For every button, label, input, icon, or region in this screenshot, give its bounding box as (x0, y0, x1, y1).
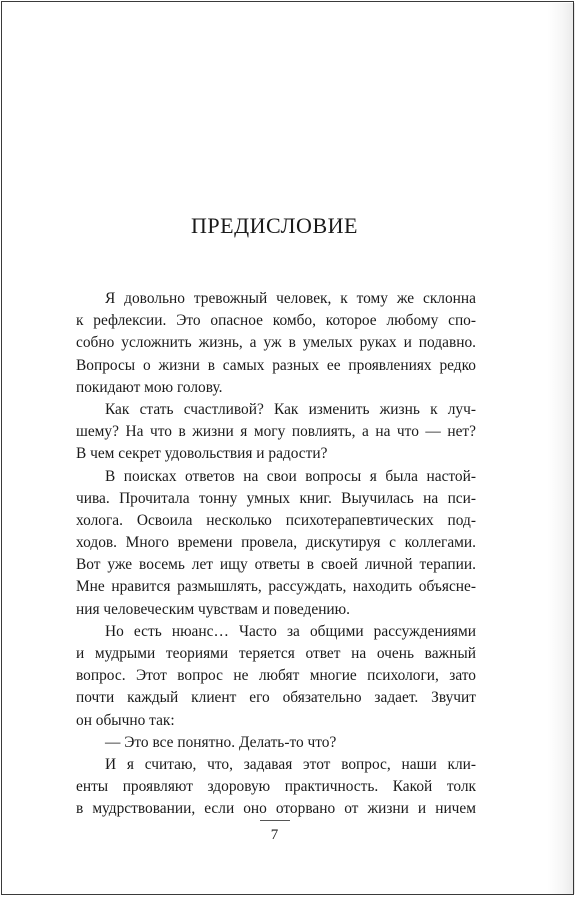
folio-rule (260, 820, 290, 821)
text-line: вопрос. Этот вопрос не любят многие психологи, зато (76, 667, 476, 685)
text-line: И я считаю, что, задавая этот вопрос, наши кли- (105, 755, 476, 773)
text-line: холога. Освоила несколько психотерапевтических под- (76, 511, 476, 529)
text-line: В поисках ответов на свои вопросы я была настой- (105, 467, 476, 485)
paragraph (76, 621, 476, 732)
text-line: Но есть нюанс… Часто за общими рассуждениями (105, 622, 476, 640)
text-line: — Это все понятно. Делать-то что? (105, 733, 337, 751)
paragraph (76, 732, 476, 754)
chapter-title: ПРЕДИСЛОВИЕ (191, 213, 358, 238)
paragraph (76, 288, 476, 399)
page-number: 7 (270, 827, 279, 843)
text-line: собно усложнить жизнь, а уж в умелых руках и подавно. (76, 334, 476, 352)
text-line: и мудрыми теориями теряется ответ на очень важный (76, 645, 476, 662)
body-text (76, 288, 476, 821)
text-line: В чем секрет удовольствия и радости? (76, 445, 328, 463)
text-line: к рефлексии. Это опасное комбо, которое любому спо- (76, 312, 476, 330)
text-line: почти каждый клиент его обязательно задает. Звучит (76, 689, 476, 707)
text-line: покидают мою голову. (76, 378, 223, 396)
text-line: он обычно так: (76, 711, 175, 729)
text-line: чива. Прочитала тонну умных книг. Выучилась на пси- (76, 489, 476, 507)
text-line: в мудрствовании, если оно оторвано от жизни и ничем (76, 800, 476, 818)
text-line: Я довольно тревожный человек, к тому же склонна (105, 290, 476, 307)
text-line: ходов. Много времени провела, дискутируя с коллегами. (76, 534, 476, 552)
text-line: шему? На что в жизни я могу повлиять, а на что — нет? (76, 423, 476, 441)
text-line: Вопросы о жизни в самых разных ее проявлениях редко (76, 356, 476, 374)
paragraph (76, 754, 476, 821)
text-line: енты проявляют здоровую практичность. Какой толк (76, 778, 476, 796)
book-page (1, 1, 574, 895)
paragraph (76, 399, 476, 466)
paragraph (76, 466, 476, 621)
text-line: ния человеческим чувствам и поведению. (76, 600, 351, 618)
text-line: Вот уже восемь лет ищу ответы в своей личной терапии. (76, 556, 476, 574)
text-line: Мне нравится размышлять, рассуждать, находить объясне- (76, 578, 476, 596)
text-line: Как стать счастливой? Как изменить жизнь к луч- (105, 400, 476, 418)
